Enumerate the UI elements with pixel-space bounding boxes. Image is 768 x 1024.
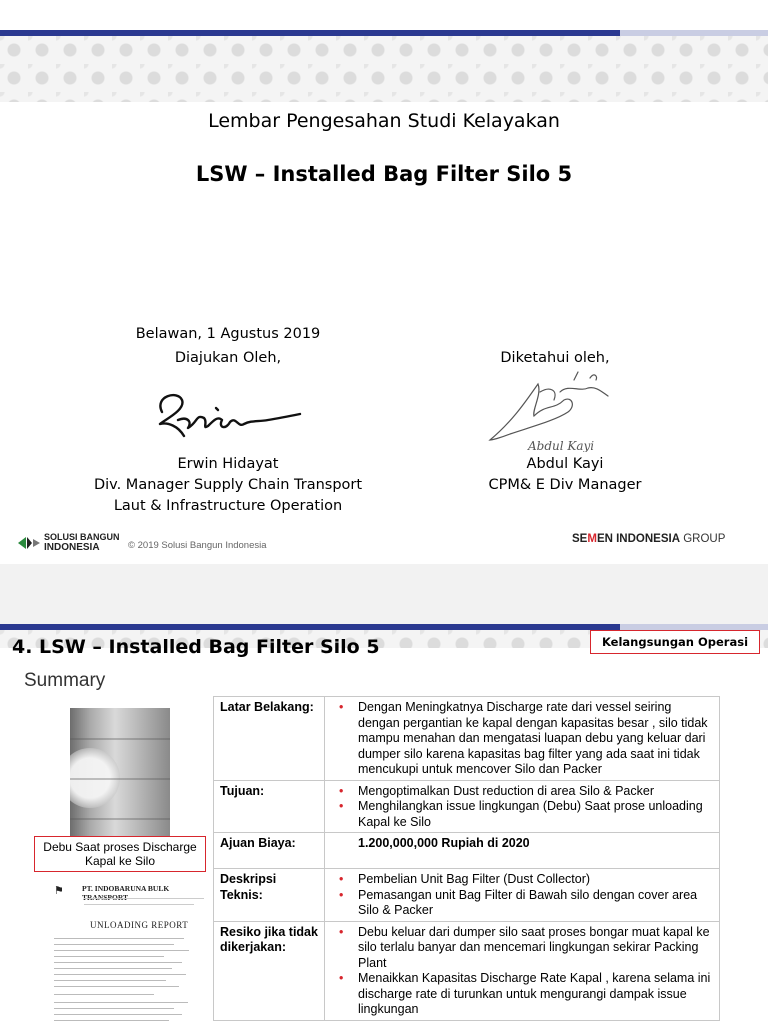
category-badge: Kelangsungan Operasi xyxy=(590,630,760,654)
row-content xyxy=(325,697,720,781)
report-title: UNLOADING REPORT xyxy=(90,920,189,930)
sbi-logo-icon xyxy=(18,535,40,551)
row-content xyxy=(325,833,720,869)
approver-name: Abdul Kayi xyxy=(526,456,604,472)
row-content xyxy=(325,921,720,1020)
ship-flag-icon: ⚑ xyxy=(54,885,64,897)
copyright-text: © 2019 Solusi Bangun Indonesia xyxy=(128,540,267,551)
table-row xyxy=(214,921,720,1020)
signature-erwin xyxy=(148,386,308,446)
budget-value: 1.200,000,000 Rupiah di 2020 xyxy=(358,836,530,850)
row-label: Latar Belakang: xyxy=(214,697,325,781)
table-row xyxy=(214,780,720,833)
approval-title: LSW – Installed Bag Filter Silo 5 xyxy=(195,162,573,186)
logo-text-line2: INDONESIA xyxy=(44,542,100,553)
acknowledged-by-label: Diketahui oleh, xyxy=(500,350,610,366)
submitter-name: Erwin Hidayat xyxy=(177,456,279,472)
report-company: PT. INDOBARUNA BULK TRANSPORT xyxy=(82,884,170,902)
table-row xyxy=(214,697,720,781)
unloading-report-preview xyxy=(40,876,208,1024)
approval-slide xyxy=(0,30,768,565)
place-date: Belawan, 1 Agustus 2019 xyxy=(135,326,321,342)
approval-subtitle: Lembar Pengesahan Studi Kelayakan xyxy=(208,110,560,132)
row-label: Deskripsi Teknis: xyxy=(214,869,325,922)
summary-slide xyxy=(0,624,768,1024)
logo-text-line1: SOLUSI BANGUN xyxy=(44,532,120,542)
solusi-bangun-logo xyxy=(18,533,120,553)
list-item: • Debu keluar dari dumper silo saat proses bongar muat kapal ke silo terlalu banyar dan mencemari lingkungan sekirar Packing Plant xyxy=(331,925,713,972)
header-pattern xyxy=(0,36,768,102)
signature-abdul xyxy=(484,370,624,452)
list-item: • Dengan Meningkatnya Discharge rate dari vessel seiring dengan pergantian ke kapal dengan kapasitas besar , silo tidak mampu menahan dan mengatasi luapan debu yang keluar dari dumper silo karena kapasitas bag filter yang ada saat ini tidak mencukupi untuk mencover Silo dan Packer xyxy=(331,700,713,778)
approver-position: CPM& E Div Manager xyxy=(488,477,642,493)
row-label: Tujuan: xyxy=(214,780,325,833)
svg-text:Abdul Kayi: Abdul Kayi xyxy=(528,439,595,452)
slide-gap xyxy=(0,564,768,624)
summary-heading: 4. LSW – Installed Bag Filter Silo 5 xyxy=(12,636,380,658)
row-content xyxy=(325,869,720,922)
list-item: • Menghilangkan issue lingkungan (Debu) Saat prose unloading Kapal ke Silo xyxy=(331,799,713,830)
summary-table xyxy=(213,696,720,1021)
submitter-position-line2: Laut & Infrastructure Operation xyxy=(113,498,343,514)
list-item: • Pemasangan unit Bag Filter di Bawah silo dengan cover area Silo & Packer xyxy=(331,888,713,919)
row-content xyxy=(325,780,720,833)
submitter-position-line1: Div. Manager Supply Chain Transport xyxy=(93,477,363,493)
table-row xyxy=(214,833,720,869)
list-item: • Mengoptimalkan Dust reduction di area Silo & Packer xyxy=(331,784,713,800)
photo-caption: Debu Saat proses Discharge Kapal ke Silo xyxy=(34,836,206,872)
table-row xyxy=(214,869,720,922)
row-label: Ajuan Biaya: xyxy=(214,833,325,869)
summary-label: Summary xyxy=(24,670,106,691)
list-item: • Menaikkan Kapasitas Discharge Rate Kapal , karena selama ini discharge rate di turunkan untuk mengurangi dampak issue lingkungan xyxy=(331,971,713,1018)
semen-indonesia-group-logo: SEMEN INDONESIA GROUP xyxy=(572,533,726,545)
submitted-by-label: Diajukan Oleh, xyxy=(174,350,282,366)
row-label: Resiko jika tidak dikerjakan: xyxy=(214,921,325,1020)
list-item: • Pembelian Unit Bag Filter (Dust Collector) xyxy=(331,872,713,888)
silo-dust-photo xyxy=(70,708,170,853)
